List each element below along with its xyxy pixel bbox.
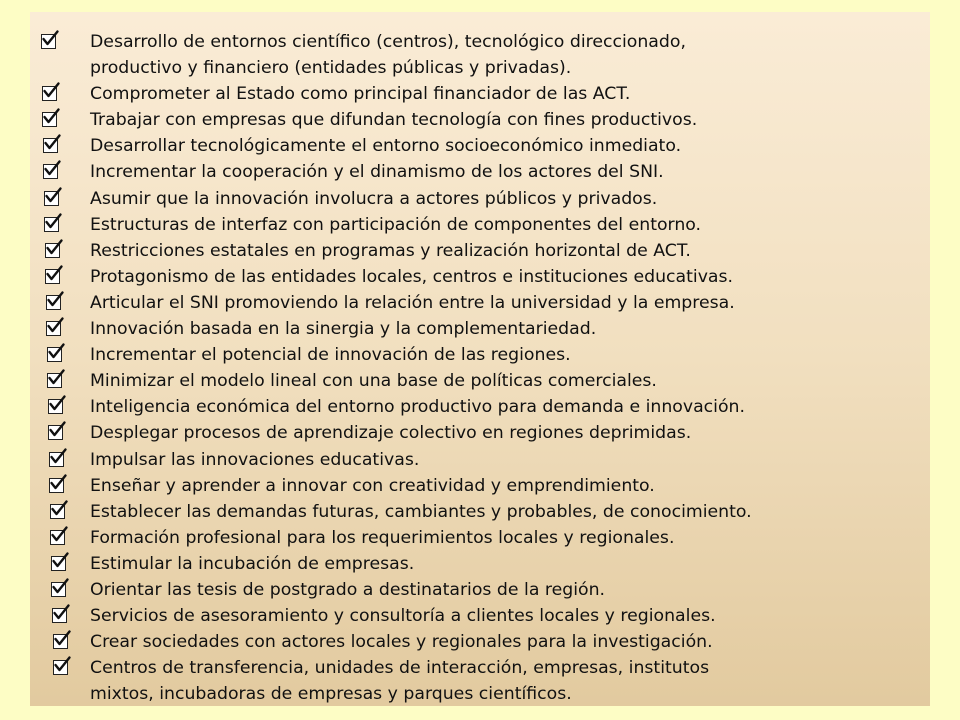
checklist-item xyxy=(30,159,930,185)
checklist-item-text: Desarrollar tecnológicamente el entorno socioeconómico inmediato. xyxy=(90,136,682,157)
checklist-item xyxy=(30,499,930,525)
content-panel xyxy=(30,12,930,706)
checklist-item xyxy=(30,212,930,238)
checklist-item xyxy=(30,342,930,368)
checklist-item xyxy=(30,420,930,446)
checkbox-checked-icon xyxy=(44,191,59,206)
checklist-item-text: Innovación basada en la sinergia y la complementariedad. xyxy=(90,319,597,340)
checklist-item xyxy=(30,81,930,107)
checklist-item-text: Comprometer al Estado como principal financiador de las ACT. xyxy=(90,84,631,105)
checklist-item xyxy=(30,186,930,212)
checklist-item-text: Impulsar las innovaciones educativas. xyxy=(90,449,420,470)
checklist-item xyxy=(30,655,930,707)
checklist-item-text: Estructuras de interfaz con participación de componentes del entorno. xyxy=(90,214,702,235)
checklist-item-text: Trabajar con empresas que difundan tecnología con fines productivos. xyxy=(90,110,698,131)
checklist-item xyxy=(30,577,930,603)
checklist-item-text: Crear sociedades con actores locales y regionales para la investigación. xyxy=(90,632,713,653)
checklist-item xyxy=(30,368,930,394)
checklist-item-text: Servicios de asesoramiento y consultoría a clientes locales y regionales. xyxy=(90,606,716,627)
checkbox-checked-icon xyxy=(47,373,62,388)
checkbox-checked-icon xyxy=(50,504,65,519)
checkbox-checked-icon xyxy=(49,478,64,493)
checklist-item xyxy=(30,133,930,159)
checklist-item-text: Minimizar el modelo lineal con una base de políticas comerciales. xyxy=(90,371,657,392)
checkbox-checked-icon xyxy=(51,582,66,597)
checklist-item-text: Articular el SNI promoviendo la relación entre la universidad y la empresa. xyxy=(90,292,735,313)
checklist-item-text: Centros de transferencia, unidades de interacción, empresas, institutos mixtos, incubadoras de empresas y parques científicos. xyxy=(90,658,710,705)
checkbox-checked-icon xyxy=(47,347,62,362)
checklist-item-text: Orientar las tesis de postgrado a destinatarios de la región. xyxy=(90,579,606,600)
checkbox-checked-icon xyxy=(42,86,57,101)
checkbox-checked-icon xyxy=(53,634,68,649)
checklist-item-text: Incrementar el potencial de innovación de las regiones. xyxy=(90,345,571,366)
checkbox-checked-icon xyxy=(45,243,60,258)
checklist-item xyxy=(30,629,930,655)
checklist-item xyxy=(30,525,930,551)
checklist-item xyxy=(30,29,930,81)
checklist-item xyxy=(30,107,930,133)
checkbox-checked-icon xyxy=(49,452,64,467)
checklist-item xyxy=(30,603,930,629)
checklist-item-text: Asumir que la innovación involucra a actores públicos y privados. xyxy=(90,188,658,209)
checklist-item-text: Protagonismo de las entidades locales, centros e instituciones educativas. xyxy=(90,266,734,287)
checklist-item-text: Formación profesional para los requerimientos locales y regionales. xyxy=(90,527,675,548)
checklist-item xyxy=(30,238,930,264)
checkbox-checked-icon xyxy=(46,321,61,336)
checkbox-checked-icon xyxy=(48,399,63,414)
checklist-item xyxy=(30,394,930,420)
checkbox-checked-icon xyxy=(50,530,65,545)
checkbox-checked-icon xyxy=(41,34,56,49)
checkbox-checked-icon xyxy=(43,164,58,179)
checklist-item xyxy=(30,290,930,316)
checklist-item-text: Restricciones estatales en programas y realización horizontal de ACT. xyxy=(90,240,691,261)
checklist-item xyxy=(30,447,930,473)
checklist xyxy=(30,29,930,707)
checkbox-checked-icon xyxy=(43,138,58,153)
checklist-item xyxy=(30,473,930,499)
checkbox-checked-icon xyxy=(53,660,68,675)
checklist-item-text: Desarrollo de entornos científico (centros), tecnológico direccionado, productivo y financiero (entidades públicas y privadas). xyxy=(90,32,686,79)
checkbox-checked-icon xyxy=(42,112,57,127)
checklist-item-text: Desplegar procesos de aprendizaje colectivo en regiones deprimidas. xyxy=(90,423,692,444)
checklist-item xyxy=(30,264,930,290)
checklist-item-text: Estimular la incubación de empresas. xyxy=(90,553,415,574)
checklist-item-text: Incrementar la cooperación y el dinamismo de los actores del SNI. xyxy=(90,162,664,183)
checkbox-checked-icon xyxy=(48,425,63,440)
checkbox-checked-icon xyxy=(46,295,61,310)
checkbox-checked-icon xyxy=(45,269,60,284)
checklist-item xyxy=(30,551,930,577)
checkbox-checked-icon xyxy=(52,608,67,623)
checklist-item-text: Enseñar y aprender a innovar con creatividad y emprendimiento. xyxy=(90,475,655,496)
checklist-item-text: Inteligencia económica del entorno productivo para demanda e innovación. xyxy=(90,397,745,418)
checkbox-checked-icon xyxy=(44,217,59,232)
checklist-item-text: Establecer las demandas futuras, cambiantes y probables, de conocimiento. xyxy=(90,501,752,522)
checklist-item xyxy=(30,316,930,342)
checkbox-checked-icon xyxy=(51,556,66,571)
